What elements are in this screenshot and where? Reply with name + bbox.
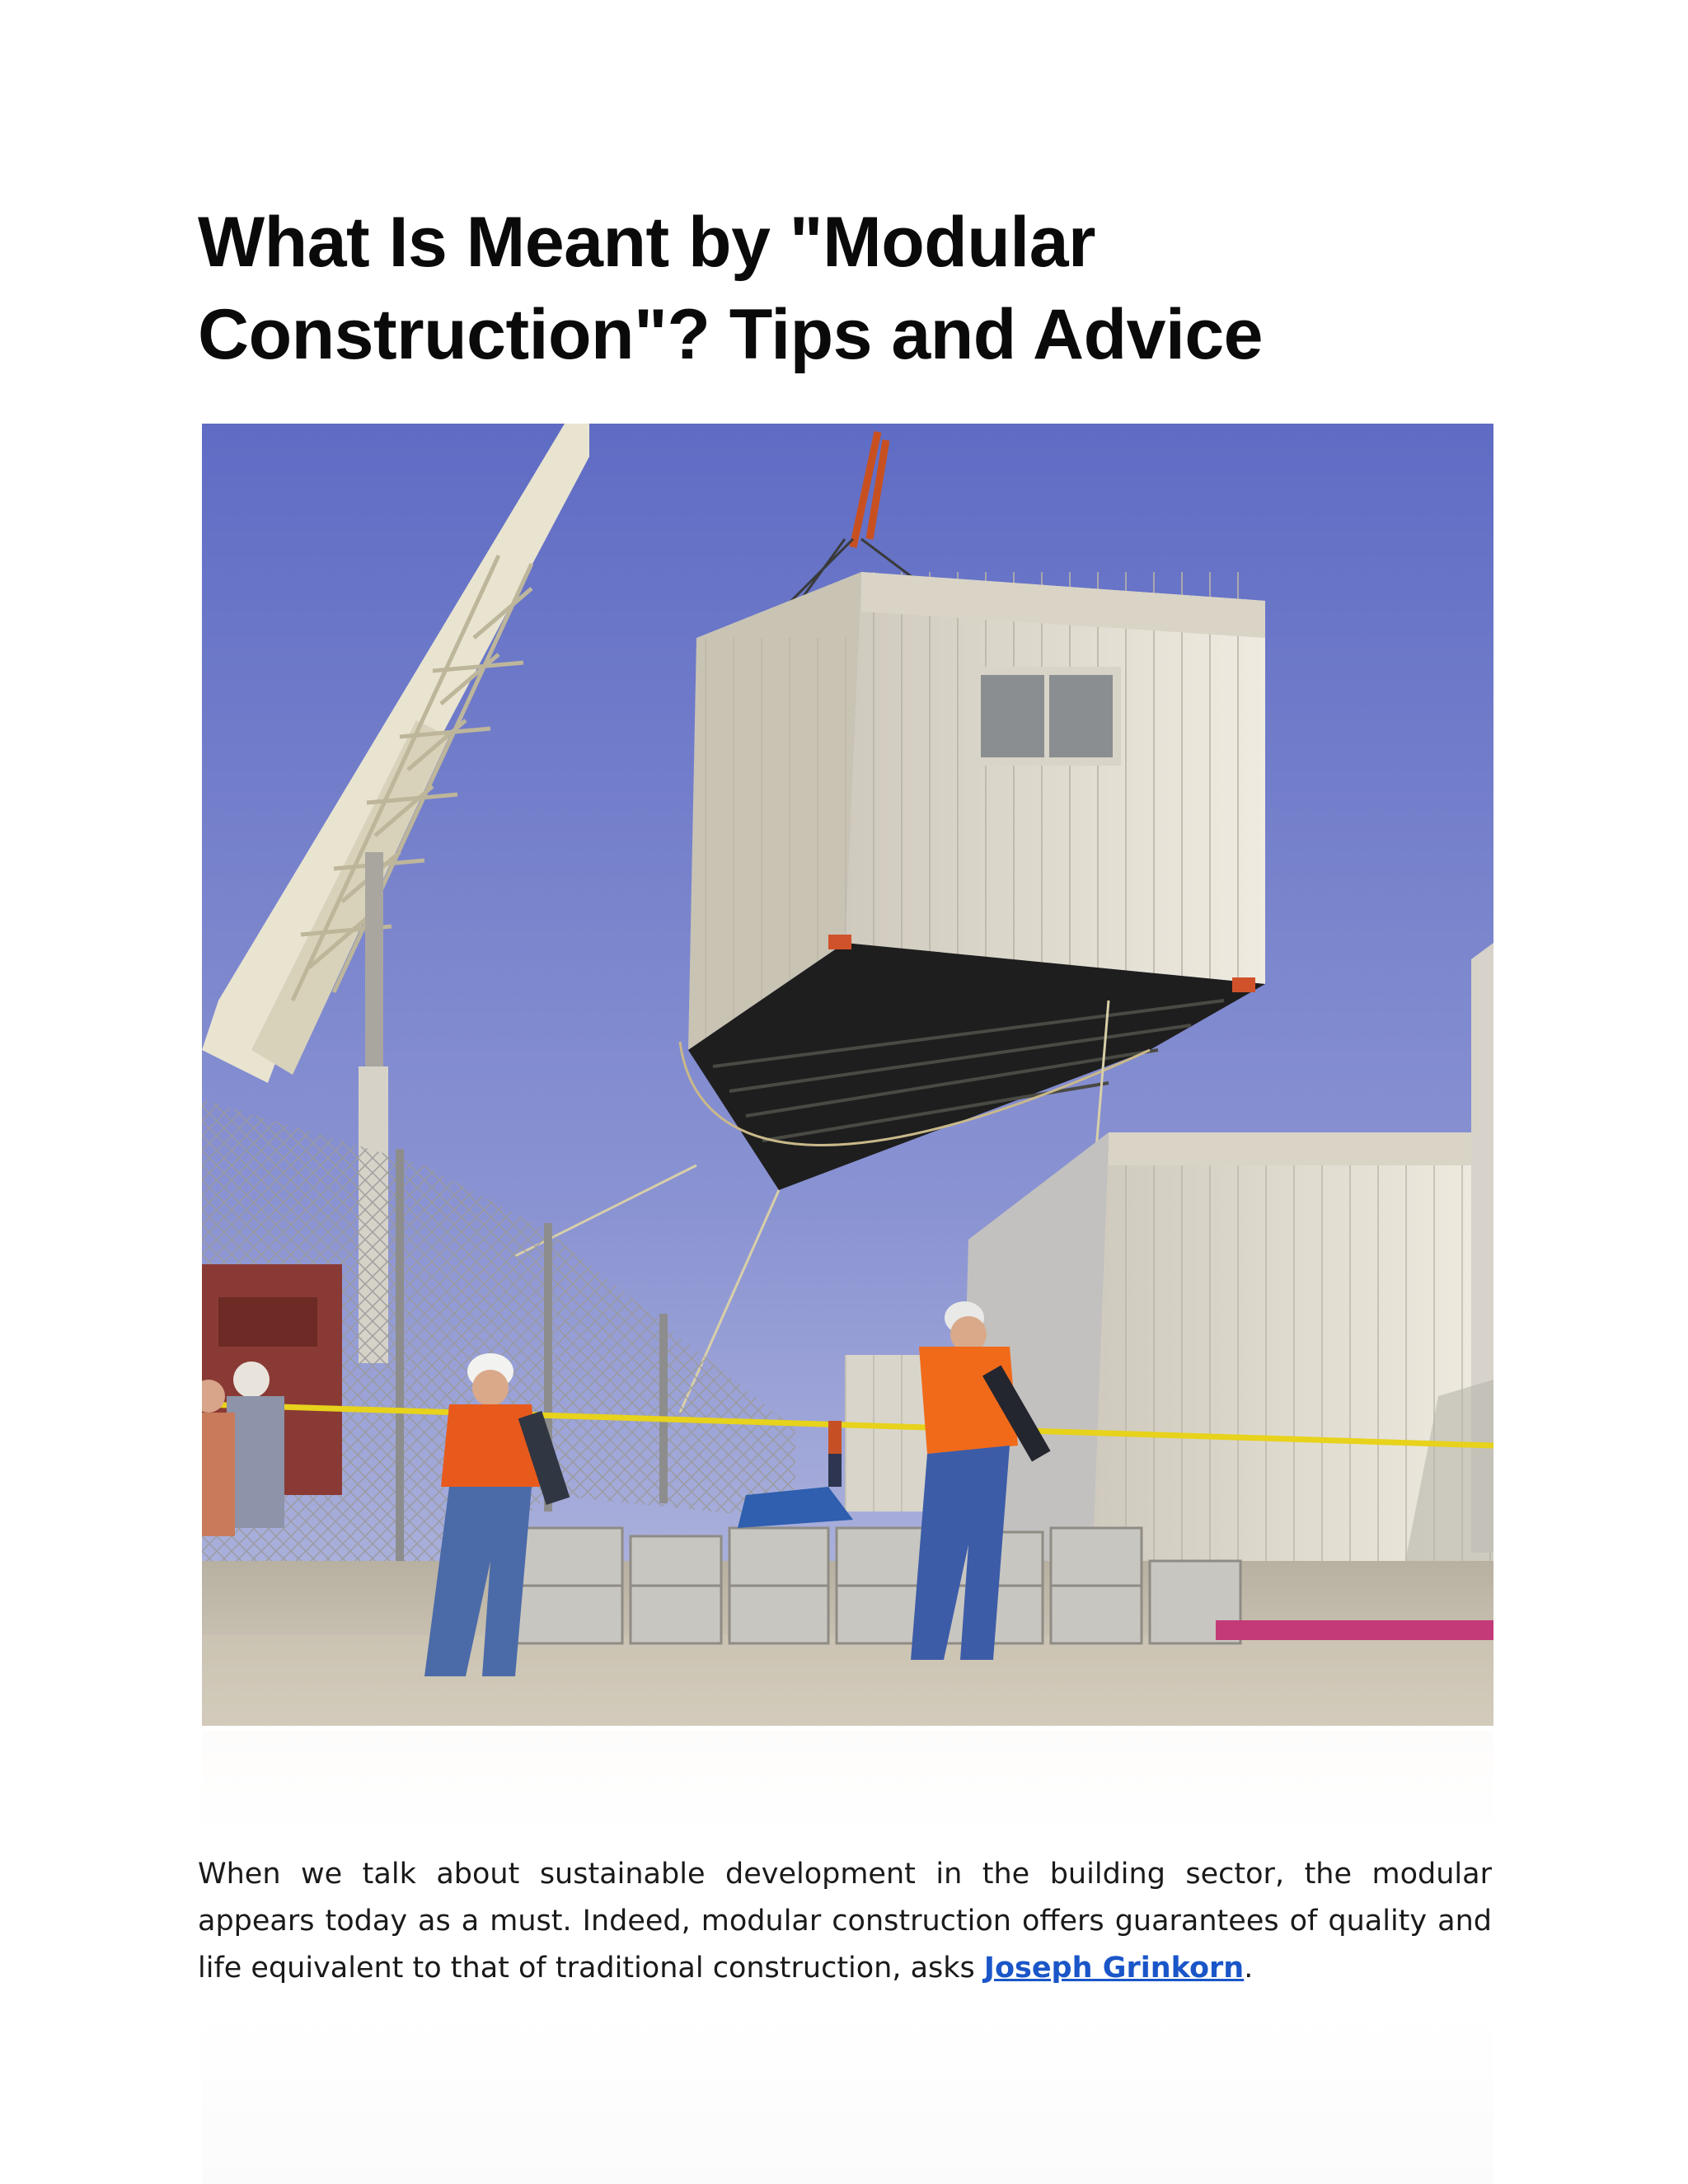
paragraph-text: When we talk about sustainable development in the building sector, the modular appears today as a must. Indeed, modular construction offers guarantees of quality and life equivalent to that of traditional construction, asks <box>198 1858 1492 1985</box>
bottom-band <box>202 2011 1493 2184</box>
article-title <box>198 196 1517 381</box>
title-line-1: What Is Meant by "Modular <box>198 203 1095 282</box>
crane-lifting-modular-building-photo <box>202 424 1493 1726</box>
paragraph-end: . <box>1244 1952 1254 1985</box>
article-paragraph <box>198 1851 1492 1992</box>
article-photo <box>202 424 1493 1726</box>
author-link[interactable]: Joseph Grinkorn <box>983 1952 1245 1985</box>
spacer-band <box>202 1731 1493 1838</box>
title-line-2: Construction"? Tips and Advice <box>198 295 1264 374</box>
